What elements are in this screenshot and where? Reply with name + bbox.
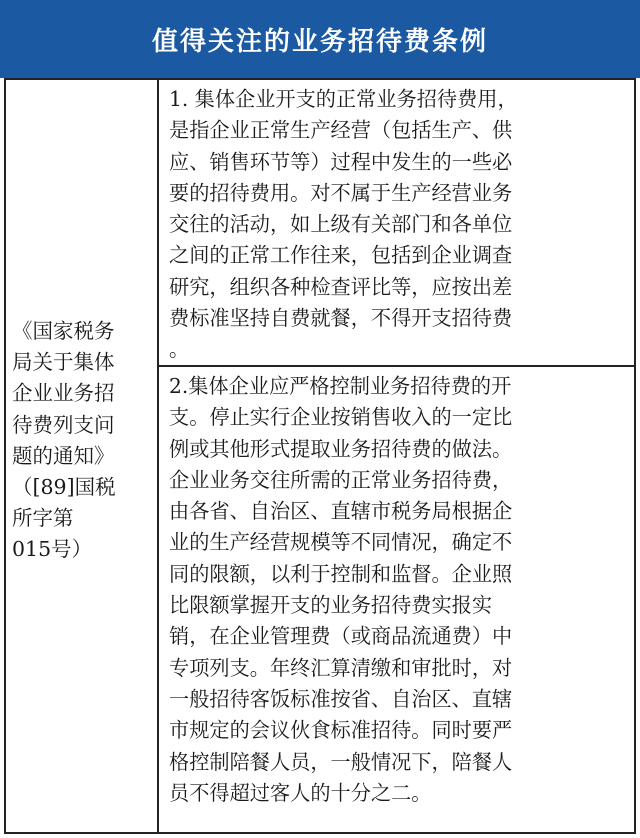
regulation-item-2: 2.集体企业应严格控制业务招待费的开 支。停止实行企业按销售收入的一定比 例或其他形式提取业务招待费的做法。 企业业务交往所需的正常业务招待费， 由各省、自治区、直辖市税务局根据企 业的生产经营规模等不同情况，确定不 同的限额，以利于控制和监督。企业照 比限额掌握开支的业务招待费实报实 销，在企业管理费（或商品流通费）中 专项列支。年终汇算清缴和审批时，对 一般招待客饭标准按省、自治区、直辖 市规定的会议伙食标准招待。同时要严 格控制陪餐人员，一般情况下，陪餐人 员不得超过客人的十分之二。	[169, 374, 513, 805]
regulation-item-1: 1. 集体企业开支的正常业务招待费用， 是指企业正常生产经营（包括生产、供 应、销售环节等）过程中发生的一些必 要的招待费用。对不属于生产经营业务 交往的活动，如上级有关部门和各单位 之间的正常工作往来，包括到企业调查 研究，组织各种检查评比等，应按出差 费标准坚持自费就餐，不得开支招待费 。	[159, 80, 634, 367]
page-title: 值得关注的业务招待费条例	[151, 26, 488, 57]
regulation-table	[4, 78, 636, 834]
header-banner	[0, 0, 640, 78]
source-document-title: 《国家税务 局关于集体 企业业务招 待费列支问 题的通知》 （[89]国税 所字第 015号）	[12, 319, 116, 562]
content-column	[159, 80, 634, 832]
source-cell	[6, 80, 159, 832]
